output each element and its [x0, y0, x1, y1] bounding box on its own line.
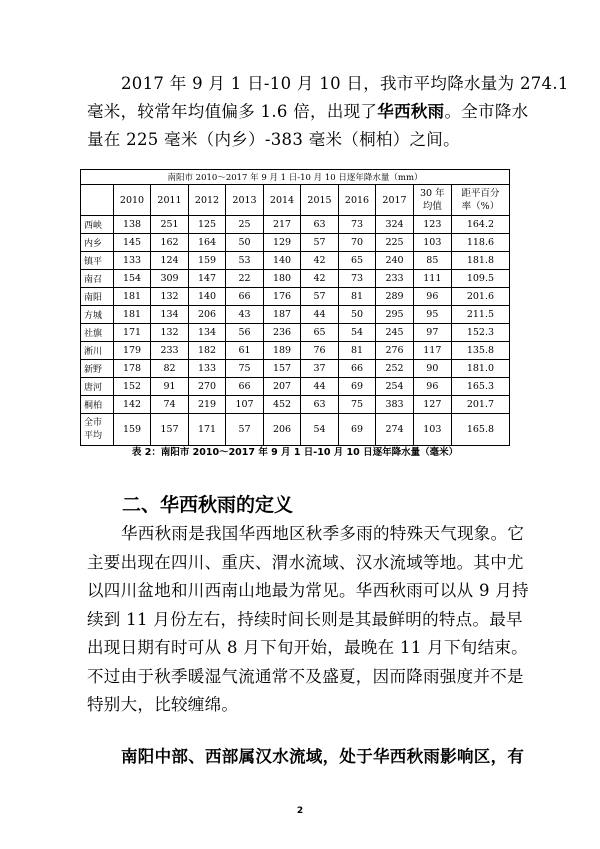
- table-header-cell: 2015: [301, 185, 339, 216]
- table-cell: 152.3: [451, 324, 509, 342]
- table-cell: 152: [113, 378, 151, 396]
- table-cell: 57: [226, 414, 264, 446]
- table-cell: 138: [113, 216, 151, 234]
- table-cell: 57: [301, 234, 339, 252]
- table-cell: 132: [151, 324, 189, 342]
- table-body: [81, 216, 510, 446]
- table-cell: 25: [226, 216, 264, 234]
- table-cell: 76: [301, 342, 339, 360]
- table-cell: 74: [151, 396, 189, 414]
- table-cell: 181.8: [451, 252, 509, 270]
- table-row: [81, 342, 510, 360]
- table-caption: 表 2：南阳市 2010～2017 年 9 月 1 日-10 月 10 日逐年降水量（毫米）: [131, 447, 459, 458]
- table-cell: 132: [151, 288, 189, 306]
- table-cell: 289: [376, 288, 414, 306]
- table-row: [81, 270, 510, 288]
- table-cell: 69: [338, 414, 376, 446]
- table-cell: 189: [263, 342, 301, 360]
- table-cell: 66: [226, 288, 264, 306]
- definition-line: 续到 11 月份左右，持续时间长则是其最鲜明的特点。最早: [87, 609, 523, 629]
- table-header-cell: 2011: [151, 185, 189, 216]
- table-cell: 254: [376, 378, 414, 396]
- table-cell: 42: [301, 252, 339, 270]
- table-cell: 201.7: [451, 396, 509, 414]
- definition-line: 特别大，比较缠绵。: [87, 695, 239, 714]
- table-cell: 135.8: [451, 342, 509, 360]
- table-cell: 176: [263, 288, 301, 306]
- definition-line: 以四川盆地和川西南山地最为常见。华西秋雨可以从 9 月持: [87, 581, 529, 600]
- table-cell: 90: [413, 360, 451, 378]
- table-cell: 66: [226, 378, 264, 396]
- table-cell: 129: [263, 234, 301, 252]
- table-header-cell: [81, 185, 114, 216]
- intro-paragraph: [87, 70, 569, 154]
- table-cell: 63: [301, 216, 339, 234]
- table-cell: 75: [338, 396, 376, 414]
- table-row: [81, 414, 510, 446]
- table-cell: 182: [188, 342, 226, 360]
- table-cell: 236: [263, 324, 301, 342]
- table-cell: 171: [113, 324, 151, 342]
- station-name: 唐河: [81, 378, 114, 396]
- section-heading: 二、华西秋雨的定义: [122, 494, 294, 516]
- table-cell: 54: [301, 414, 339, 446]
- table-cell: 81: [338, 288, 376, 306]
- table-cell: 70: [338, 234, 376, 252]
- table-cell: 211.5: [451, 306, 509, 324]
- table-cell: 63: [301, 396, 339, 414]
- table-cell: 140: [188, 288, 226, 306]
- table-cell: 22: [226, 270, 264, 288]
- table-cell: 165.3: [451, 378, 509, 396]
- table-header-cell: 30 年 均值: [413, 185, 451, 216]
- table-cell: 187: [263, 306, 301, 324]
- table-cell: 103: [413, 414, 451, 446]
- intro-line-2-text: 毫米，较常年均值偏多 1.6 倍，出现了: [87, 102, 378, 121]
- table-header-row: [81, 185, 510, 216]
- table-cell: 61: [226, 342, 264, 360]
- table-cell: 109.5: [451, 270, 509, 288]
- table-row: [81, 234, 510, 252]
- station-name: 全市 平均: [81, 414, 114, 446]
- table-cell: 123: [413, 216, 451, 234]
- table-cell: 125: [188, 216, 226, 234]
- definition-line: 出现日期有时可从 8 月下旬开始，最晚在 11 月下旬结束。: [87, 638, 528, 657]
- table-row: [81, 360, 510, 378]
- table-cell: 85: [413, 252, 451, 270]
- table-cell: 207: [263, 378, 301, 396]
- table-cell: 295: [376, 306, 414, 324]
- table-cell: 240: [376, 252, 414, 270]
- table-cell: 157: [263, 360, 301, 378]
- intro-line-2-tail: 。全市降水: [444, 102, 529, 121]
- intro-line-1: 2017 年 9 月 1 日-10 月 10 日，我市平均降水量为 274.1: [121, 74, 569, 93]
- table-cell: 107: [226, 396, 264, 414]
- table-row: [81, 288, 510, 306]
- table-row: [81, 396, 510, 414]
- table-cell: 219: [188, 396, 226, 414]
- table-cell: 270: [188, 378, 226, 396]
- table-cell: 96: [413, 378, 451, 396]
- table-cell: 251: [151, 216, 189, 234]
- table-cell: 56: [226, 324, 264, 342]
- table-cell: 65: [338, 252, 376, 270]
- table-cell: 53: [226, 252, 264, 270]
- table-cell: 181: [113, 306, 151, 324]
- table-cell: 73: [338, 216, 376, 234]
- table-row: [81, 324, 510, 342]
- table-cell: 324: [376, 216, 414, 234]
- table-cell: 97: [413, 324, 451, 342]
- station-name: 西峡: [81, 216, 114, 234]
- station-name: 南召: [81, 270, 114, 288]
- table-cell: 117: [413, 342, 451, 360]
- table-cell: 54: [338, 324, 376, 342]
- table-cell: 276: [376, 342, 414, 360]
- table-cell: 81: [338, 342, 376, 360]
- intro-line-3: 量在 225 毫米（内乡）-383 毫米（桐柏）之间。: [87, 130, 460, 149]
- table-row: [81, 252, 510, 270]
- table-cell: 178: [113, 360, 151, 378]
- table-cell: 147: [188, 270, 226, 288]
- table-cell: 383: [376, 396, 414, 414]
- table-cell: 171: [188, 414, 226, 446]
- station-name: 淅川: [81, 342, 114, 360]
- table-cell: 73: [338, 270, 376, 288]
- table-header-cell: 2016: [338, 185, 376, 216]
- table-cell: 201.6: [451, 288, 509, 306]
- table-cell: 82: [151, 360, 189, 378]
- table-cell: 50: [226, 234, 264, 252]
- table-cell: 96: [413, 288, 451, 306]
- table-row: [81, 216, 510, 234]
- table-header-cell: 2010: [113, 185, 151, 216]
- closing-paragraph: [87, 743, 525, 771]
- table-cell: 69: [338, 378, 376, 396]
- table-cell: 145: [113, 234, 151, 252]
- table-cell: 225: [376, 234, 414, 252]
- definition-paragraph: [87, 520, 529, 720]
- table-cell: 50: [338, 306, 376, 324]
- rainfall-table: [80, 169, 510, 446]
- table-cell: 118.6: [451, 234, 509, 252]
- table-cell: 127: [413, 396, 451, 414]
- table-cell: 309: [151, 270, 189, 288]
- table-cell: 103: [413, 234, 451, 252]
- table-cell: 37: [301, 360, 339, 378]
- table-cell: 133: [113, 252, 151, 270]
- table-cell: 142: [113, 396, 151, 414]
- table-cell: 245: [376, 324, 414, 342]
- station-name: 镇平: [81, 252, 114, 270]
- table-cell: 274: [376, 414, 414, 446]
- table-header-cell: 2012: [188, 185, 226, 216]
- table-cell: 157: [151, 414, 189, 446]
- table-cell: 124: [151, 252, 189, 270]
- station-name: 内乡: [81, 234, 114, 252]
- table-cell: 206: [263, 414, 301, 446]
- table-row: [81, 378, 510, 396]
- definition-line: 不过由于秋季暖湿气流通常不及盛夏，因而降雨强度并不是: [87, 666, 524, 686]
- table-cell: 159: [188, 252, 226, 270]
- table-cell: 95: [413, 306, 451, 324]
- table-cell: 165.8: [451, 414, 509, 446]
- intro-line-2: [87, 98, 529, 126]
- table-cell: 164.2: [451, 216, 509, 234]
- closing-line: 南阳中部、西部属汉水流域，处于华西秋雨影响区，有: [121, 747, 525, 766]
- definition-line: 主要出现在四川、重庆、渭水流域、汉水流域等地。其中尤: [87, 552, 524, 572]
- station-name: 南阳: [81, 288, 114, 306]
- table-cell: 134: [188, 324, 226, 342]
- table-cell: 57: [301, 288, 339, 306]
- bold-phrase: 华西秋雨: [377, 102, 445, 121]
- table-cell: 252: [376, 360, 414, 378]
- station-name: 方城: [81, 306, 114, 324]
- table-cell: 44: [301, 306, 339, 324]
- table-cell: 217: [263, 216, 301, 234]
- table-cell: 233: [376, 270, 414, 288]
- table-cell: 233: [151, 342, 189, 360]
- table-cell: 42: [301, 270, 339, 288]
- table-row: [81, 306, 510, 324]
- station-name: 社旗: [81, 324, 114, 342]
- table-cell: 134: [151, 306, 189, 324]
- table-cell: 154: [113, 270, 151, 288]
- table-cell: 140: [263, 252, 301, 270]
- page-number: 2: [296, 806, 304, 816]
- table-cell: 181: [113, 288, 151, 306]
- table-cell: 65: [301, 324, 339, 342]
- table-cell: 111: [413, 270, 451, 288]
- table-cell: 133: [188, 360, 226, 378]
- table-cell: 91: [151, 378, 189, 396]
- table-cell: 180: [263, 270, 301, 288]
- table-cell: 75: [226, 360, 264, 378]
- table-cell: 452: [263, 396, 301, 414]
- table-cell: 66: [338, 360, 376, 378]
- table-header-cell: 2014: [263, 185, 301, 216]
- table-cell: 181.0: [451, 360, 509, 378]
- table-header-cell: 距平百分 率（%）: [451, 185, 509, 216]
- table-header-cell: 2017: [376, 185, 414, 216]
- table-cell: 206: [188, 306, 226, 324]
- table-title: 南阳市 2010～2017 年 9 月 1 日-10 月 10 日逐年降水量（mm）: [81, 170, 510, 185]
- definition-line: 华西秋雨是我国华西地区秋季多雨的特殊天气现象。它: [121, 524, 525, 543]
- table-cell: 43: [226, 306, 264, 324]
- table-cell: 44: [301, 378, 339, 396]
- table-cell: 159: [113, 414, 151, 446]
- table-cell: 164: [188, 234, 226, 252]
- table-cell: 162: [151, 234, 189, 252]
- station-name: 新野: [81, 360, 114, 378]
- table-header-cell: 2013: [226, 185, 264, 216]
- table-cell: 179: [113, 342, 151, 360]
- rainfall-table-wrapper: [80, 169, 510, 446]
- station-name: 桐柏: [81, 396, 114, 414]
